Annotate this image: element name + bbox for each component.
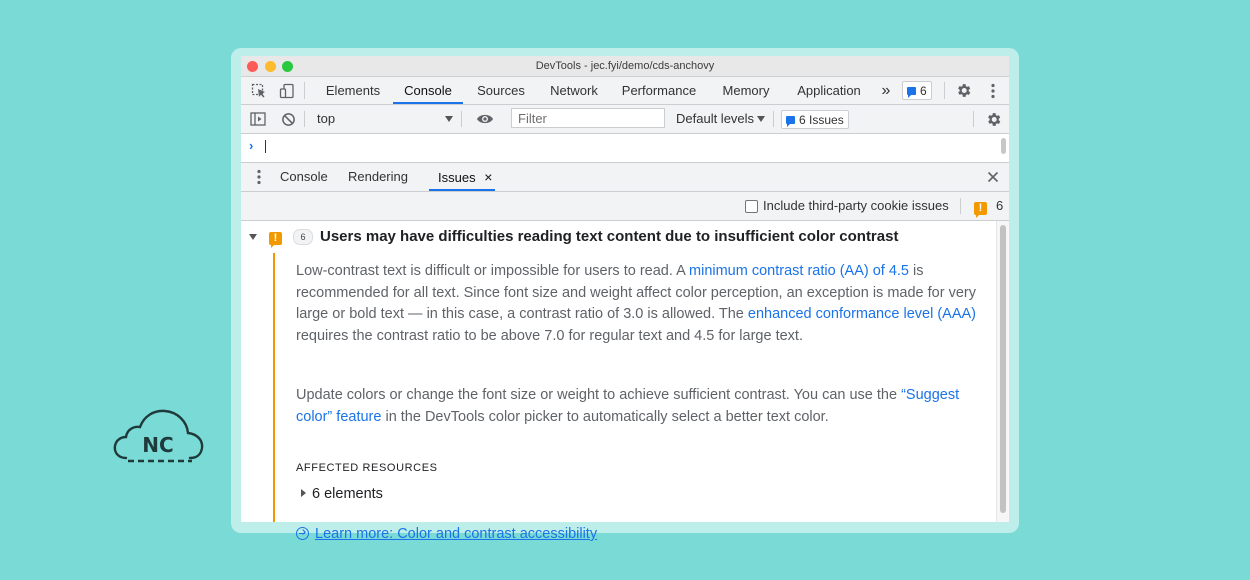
expand-triangle-icon[interactable] (249, 234, 257, 240)
logo-text: NC (142, 433, 174, 457)
tab-elements[interactable]: Elements (325, 83, 381, 98)
divider (304, 82, 305, 99)
enhanced-conformance-link[interactable]: enhanced conformance level (AAA) (747, 306, 976, 322)
close-drawer-icon[interactable] (983, 163, 1003, 191)
learn-more-link[interactable]: Learn more: Color and contrast accessibility (315, 526, 598, 542)
filter-input[interactable] (511, 108, 665, 128)
divider (960, 198, 961, 214)
description-text: is recommended for all text. Since font size and weight affect color perception, an exception is made for very large or bold text — in this case, a contrast ratio of 3.0 is allowed. The (296, 263, 976, 322)
console-settings-gear-icon[interactable] (983, 105, 1003, 133)
issues-button-label: 6 Issues (799, 112, 844, 127)
issues-button[interactable] (781, 110, 849, 129)
warning-count: 6 (996, 198, 1004, 213)
chevron-down-icon (445, 116, 453, 122)
live-expression-eye-icon[interactable] (474, 105, 496, 133)
issues-counter-button[interactable] (902, 81, 932, 100)
suggest-color-feature-link[interactable]: “Suggest color” feature (296, 387, 960, 425)
warning-icon: ! (974, 198, 987, 216)
learn-more-row (296, 526, 597, 542)
affected-elements-toggle[interactable] (301, 486, 383, 502)
drawer-tab-console[interactable]: Console (280, 169, 328, 184)
expand-triangle-icon (301, 489, 306, 497)
divider (461, 111, 462, 127)
issue-message-icon (907, 87, 916, 95)
issue-count-badge: 6 (293, 229, 313, 245)
more-options-icon[interactable] (983, 77, 1003, 104)
arrow-circle-icon (296, 527, 309, 540)
tab-memory[interactable]: Memory (722, 83, 770, 98)
third-party-cookie-checkbox[interactable] (745, 200, 758, 213)
tab-performance[interactable]: Performance (621, 83, 697, 98)
log-levels-dropdown[interactable]: Default levels (676, 111, 755, 126)
tab-sources[interactable]: Sources (477, 83, 525, 98)
issue-details (273, 253, 981, 542)
third-party-cookie-label: Include third-party cookie issues (763, 198, 949, 213)
issue-title: Users may have difficulties reading text content due to insufficient color contrast (320, 228, 899, 245)
drawer-tab-issues-label: Issues (438, 170, 476, 185)
description-text: requires the contrast ratio to be above 7.0 for regular text and 4.5 for large text. (296, 327, 803, 344)
title-bar (241, 56, 1009, 77)
window-title: DevTools - jec.fyi/demo/cds-anchovy (535, 60, 715, 72)
devtools-window (241, 56, 1009, 542)
nc-cloud-logo (112, 404, 206, 468)
scrollbar[interactable] (1001, 138, 1006, 154)
main-tab-bar (241, 77, 1009, 105)
issue-suggestion (296, 385, 986, 428)
issues-count: 6 (920, 83, 927, 98)
tab-network[interactable]: Network (550, 83, 598, 98)
issue-message-icon (786, 116, 795, 124)
issues-scrollbar[interactable] (996, 221, 1009, 522)
suggestion-text: in the DevTools color picker to automatically select a better text color. (381, 408, 829, 425)
inspect-element-icon[interactable] (249, 77, 269, 104)
min-contrast-ratio-link[interactable]: minimum contrast ratio (AA) of 4.5 (689, 263, 910, 279)
settings-gear-icon[interactable] (953, 77, 973, 104)
device-toolbar-icon[interactable] (277, 77, 297, 104)
issues-panel (241, 221, 1009, 542)
drawer-tab-bar (241, 163, 1009, 192)
affected-resources-heading: AFFECTED RESOURCES (296, 462, 438, 474)
issue-header[interactable] (241, 221, 991, 253)
divider (944, 82, 945, 99)
more-tabs-button[interactable]: » (881, 82, 891, 99)
affected-elements-label: 6 elements (312, 486, 383, 502)
console-prompt[interactable] (241, 134, 1009, 163)
scroll-thumb[interactable] (1000, 225, 1006, 513)
prompt-chevron-icon: › (249, 138, 254, 153)
console-toolbar (241, 105, 1009, 134)
chevron-down-icon (757, 116, 765, 122)
divider (304, 111, 305, 127)
text-caret (265, 140, 266, 153)
drawer-tab-issues[interactable] (429, 163, 495, 191)
description-text: Low-contrast text is difficult or impossible for users to read. A (296, 263, 690, 279)
suggestion-text: Update colors or change the font size or weight to achieve sufficient contrast. You can use the (296, 387, 902, 403)
divider (773, 111, 774, 127)
issue-warning-icon: ! (269, 228, 282, 246)
close-tab-icon[interactable]: × (484, 169, 493, 185)
context-selector[interactable]: top (317, 111, 336, 126)
show-sidebar-icon[interactable] (248, 105, 268, 133)
clear-console-icon[interactable] (278, 105, 298, 133)
issues-toolbar (241, 192, 1009, 221)
issue-description (296, 261, 986, 347)
tab-console[interactable]: Console (393, 77, 463, 104)
drawer-tab-rendering[interactable]: Rendering (348, 169, 408, 184)
tab-application[interactable]: Application (797, 83, 861, 98)
drawer-menu-icon[interactable] (249, 163, 269, 191)
divider (973, 111, 974, 127)
